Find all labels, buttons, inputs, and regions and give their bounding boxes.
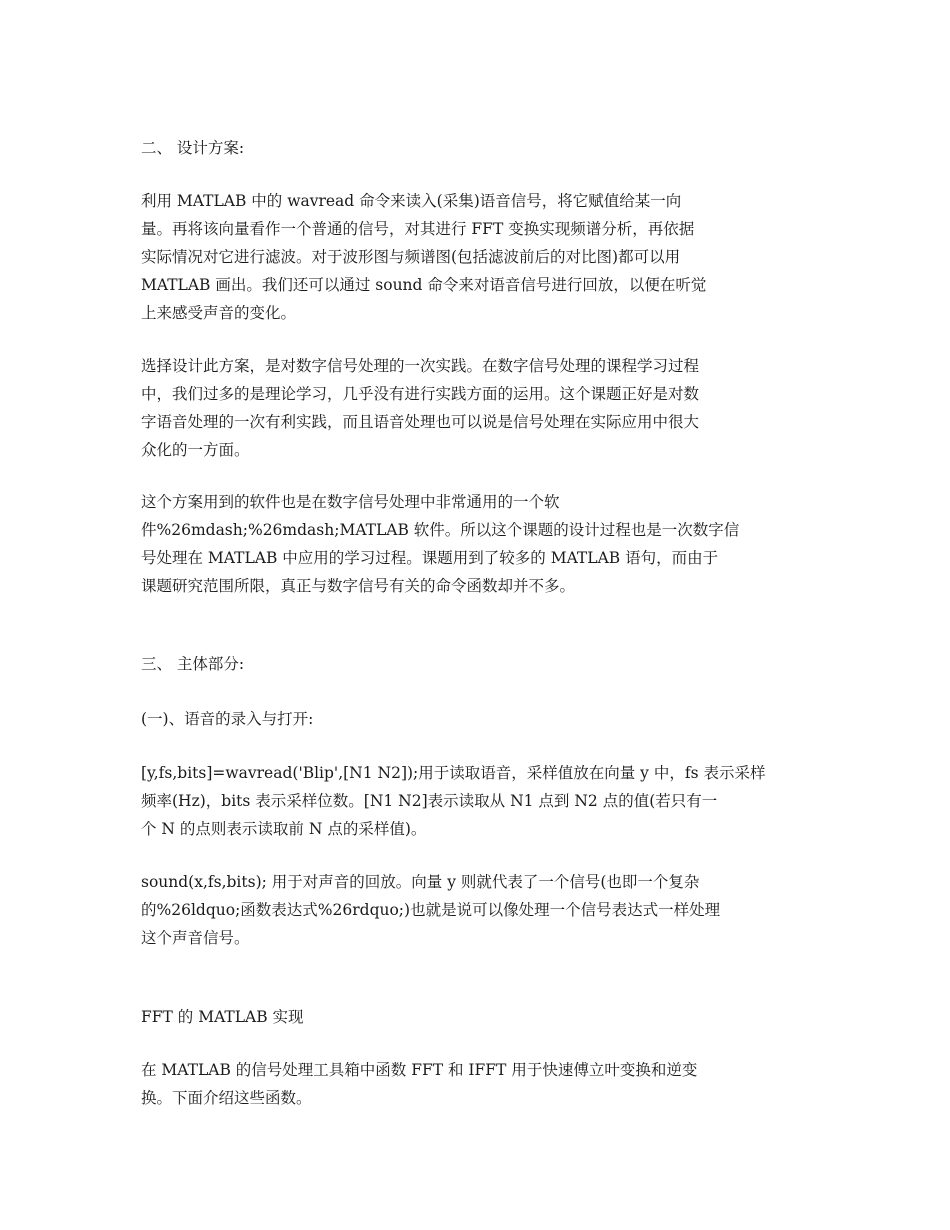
text-line: 个 N 的点则表示读取前 N 点的采样值)。 (141, 820, 427, 838)
text-line: 利用 MATLAB 中的 wavread 命令来读入(采集)语音信号，将它赋值给某一向 (141, 192, 682, 210)
text-line: 这个声音信号。 (141, 929, 250, 947)
paragraph-sound (141, 868, 816, 952)
heading-line: 二、 设计方案: (141, 139, 245, 157)
text-line: 字语音处理的一次有利实践，而且语音处理也可以说是信号处理在实际应用中很大 (141, 413, 700, 431)
paragraph-fft-intro (141, 1056, 816, 1112)
text-line: MATLAB 画出。我们还可以通过 sound 命令来对语音信号进行回放，以便在听觉 (141, 276, 707, 294)
text-line: 号处理在 MATLAB 中应用的学习过程。课题用到了较多的 MATLAB 语句，而由于 (141, 549, 719, 567)
text-line: 频率(Hz)，bits 表示采样位数。[N1 N2]表示读取从 N1 点到 N2 点的值(若只有一 (141, 792, 718, 810)
text-line: 众化的一方面。 (141, 441, 250, 459)
paragraph-design-method (141, 187, 816, 327)
text-line: 量。再将该向量看作一个普通的信号，对其进行 FFT 变换实现频谱分析，再依据 (141, 220, 695, 238)
text-line: 在 MATLAB 的信号处理工具箱中函数 FFT 和 IFFT 用于快速傅立叶变换和逆变 (141, 1061, 698, 1079)
text-line: 件%26mdash;%26mdash;MATLAB 软件。所以这个课题的设计过程也是一次数字信 (141, 521, 740, 539)
paragraph-software (141, 488, 816, 600)
section-heading-design (141, 134, 816, 162)
text-line: 换。下面介绍这些函数。 (141, 1089, 312, 1107)
section-heading-main (141, 650, 816, 678)
text-line: 中，我们过多的是理论学习，几乎没有进行实践方面的运用。这个课题正好是对数 (141, 385, 700, 403)
text-line: [y,fs,bits]=wavread('Blip',[N1 N2]);用于读取语音，采样值放在向量 y 中，fs 表示采样 (141, 764, 766, 782)
text-line: 的%26ldquo;函数表达式%26rdquo;)也就是说可以像处理一个信号表达式一样处理 (141, 901, 721, 919)
text-line: 实际情况对它进行滤波。对于波形图与频谱图(包括滤波前后的对比图)都可以用 (141, 248, 681, 266)
heading-line: 三、 主体部分: (141, 655, 245, 673)
text-line: 课题研究范围所限，真正与数字信号有关的命令函数却并不多。 (141, 577, 576, 595)
paragraph-wavread (141, 759, 816, 843)
subsection-heading-recording (141, 705, 816, 733)
paragraph-practice (141, 352, 816, 464)
text-line: sound(x,fs,bits); 用于对声音的回放。向量 y 则就代表了一个信号(也即一个复杂 (141, 873, 700, 891)
text-line: 这个方案用到的软件也是在数字信号处理中非常通用的一个软 (141, 493, 560, 511)
text-line: 上来感受声音的变化。 (141, 304, 297, 322)
heading-line: FFT 的 MATLAB 实现 (141, 1008, 304, 1026)
text-line: 选择设计此方案，是对数字信号处理的一次实践。在数字信号处理的课程学习过程 (141, 357, 700, 375)
section-heading-fft (141, 1003, 816, 1031)
heading-line: (一)、语音的录入与打开: (141, 710, 314, 728)
